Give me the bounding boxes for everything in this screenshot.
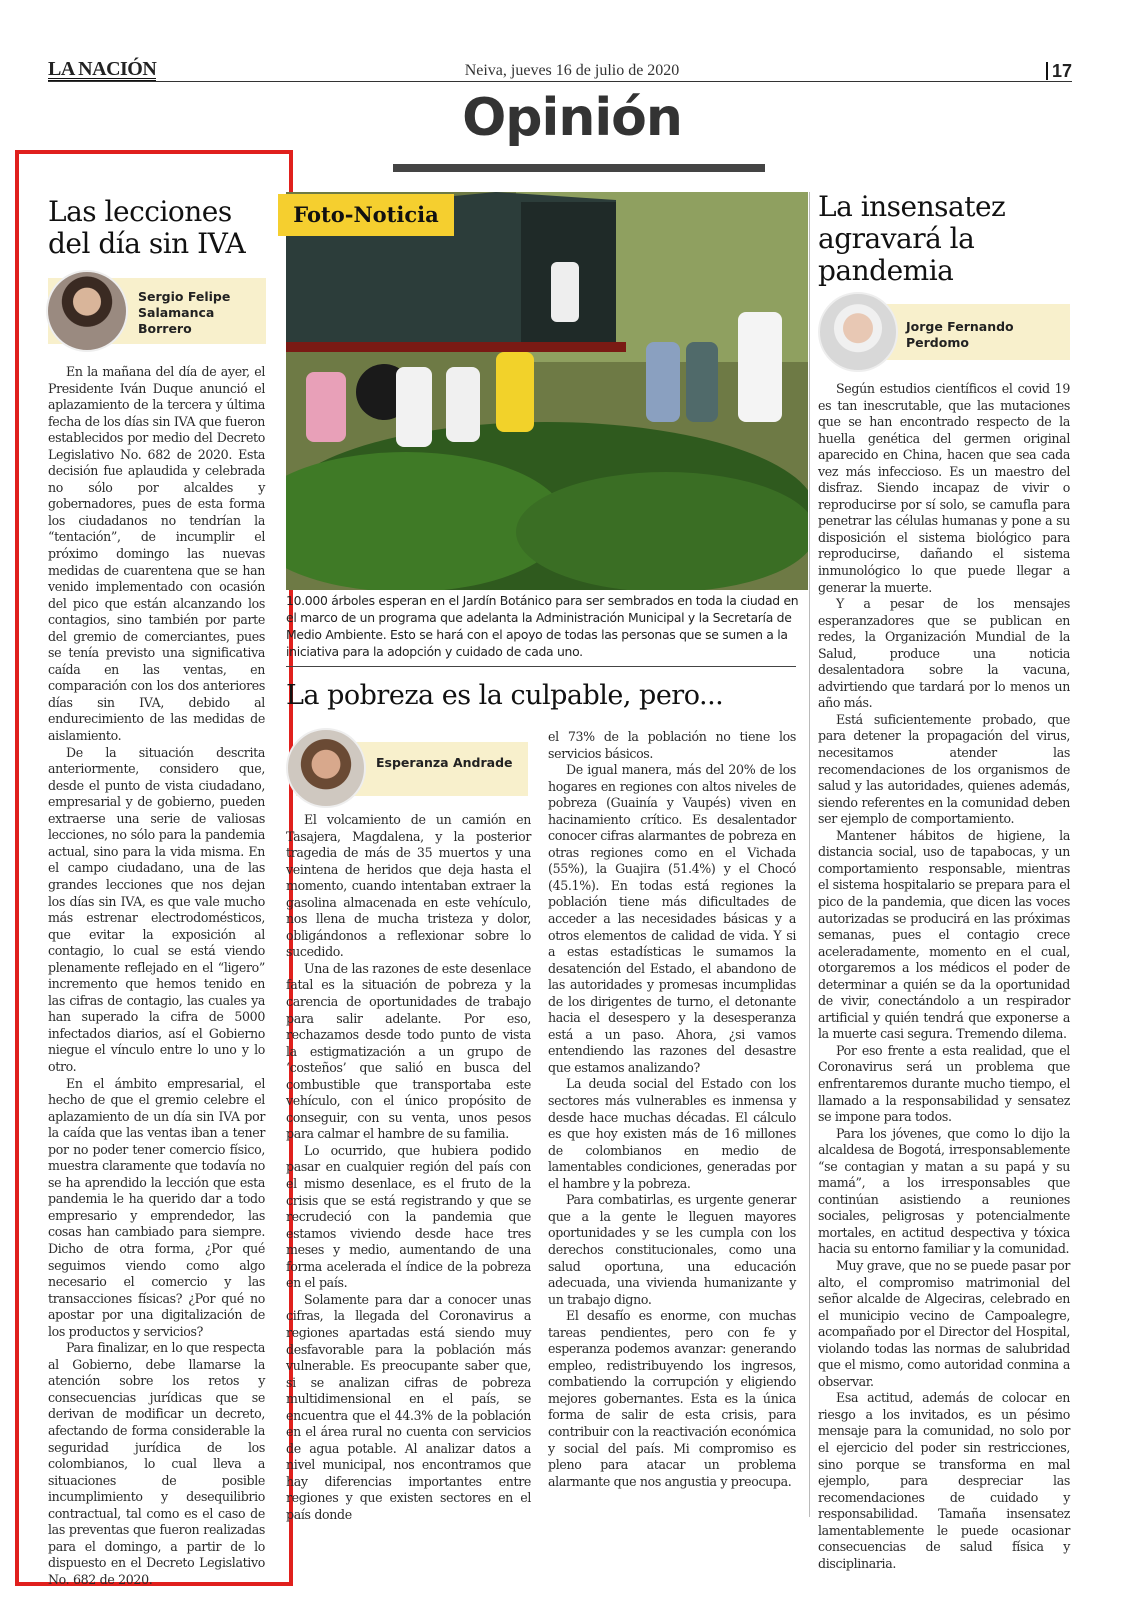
paragraph: De igual manera, más del 20% de los hogares en regiones con altos niveles de pobreza (Guainía y Vaupés) viven en hacinamiento crítico. Es desalentador conocer cifras alarmantes de pobreza en otras regiones como en el Vichada (55%), la Guajira (51.4%) y el Chocó (45.1%). En todas está regiones la población tiene más dificultades de acceder a las necesidades básicas y a otros elementos de calidad de vida. Y si a estas estadísticas le sumamos la desatención del Estado, el abandono de las autoridades y promesas incumplidas de los dirigentes de turno, el detonante hacia el desespero y la desesperanza está a un paso. Ahora, ¿si vamos entendiendo las razones del desastre que estamos analizando? <box>548 762 796 1075</box>
section-rule <box>393 164 765 172</box>
paragraph: La deuda social del Estado con los sectores más vulnerables es inmensa y desde hace muchas décadas. El cálculo es que hoy existen más de 16 millones de colombianos en medio de lamentables condiciones, generadas por el hambre y la pobreza. <box>548 1076 796 1191</box>
paragraph: El desafío es enorme, con muchas tareas pendientes, pero con fe y esperanza podemos avanzar: generando empleo, redistribuyendo los ingresos, combatiendo la corrupción y eligiendo mejores gobernantes. Esta es la única forma de salir de esta crisis, para contribuir con la reactivación económica y social del país. Mi compromiso es pleno para atacar un problema alarmante que nos angustia y preocupa. <box>548 1308 796 1489</box>
paragraph: Lo ocurrido, que hubiera podido pasar en cualquier región del país con el mismo desenlace, es el fruto de la crisis que se está registrando y que se recrudeció con la pandemia que estamos viviendo desde hace tres meses y medio, aumentando de una forma acelerada el índice de la pobreza en el país. <box>286 1142 531 1291</box>
foto-noticia-tag: Foto-Noticia <box>278 194 454 236</box>
column3-author: Jorge Fernando Perdomo <box>906 319 1014 350</box>
paragraph: Muy grave, que no se puede pasar por alto, el compromiso matrimonial del señor alcalde de Algeciras, celebrado en el municipio vecino de Campoalegre, acompañado por el Director del Hospital, violando todas las normas de salubridad que el mismo, como autoridad conmina a observar. <box>818 1257 1070 1389</box>
paragraph: En el ámbito empresarial, el hecho de que el gremio celebre el aplazamiento de un día sin IVA por la caída que las ventas iban a tener por no poder tener comercio físico, muestra claramente que todavía no se ha aprendido la lección que esta pandemia le ha querido dar a todo empresario y emprendedor, las cosas han cambiado para siempre. Dicho de otra forma, ¿Por qué seguimos viendo como algo necesario el comercio y las transacciones físicas? ¿Por qué no apostar por una digitalización de los productos y servicios? <box>48 1075 265 1339</box>
section-title: Opinión <box>462 88 682 148</box>
paragraph: Una de las razones de este desenlace fatal es la situación de pobreza y la carencia de oportunidades de trabajo para salir adelante. Por eso, rechazamos desde todo punto de vista la estigmatización a un grupo de ‘costeños’ que salió en busca del combustible que transportaba este vehículo, con el único propósito de conseguir, con su venta, unos pesos para calmar el hambre de su familia. <box>286 960 531 1142</box>
paragraph: El volcamiento de un camión en Tasajera, Magdalena, y la posterior tragedia de más de 35 muertos y una veintena de heridos que deja hasta el momento, cuando intentaban extraer la gasolina almacenada en este vehículo, nos llena de mucha tristeza y dolor, obligándonos a reflexionar sobre lo sucedido. <box>286 812 531 960</box>
column3-headline: La insensatez agravará la pandemia <box>818 190 1006 287</box>
paragraph: Por eso frente a esta realidad, que el Coronavirus será un problema que enfrentaremos durante mucho tiempo, el llamado a la responsabilidad y sensatez se impone para todos. <box>818 1042 1070 1125</box>
paragraph: En la mañana del día de ayer, el Presidente Iván Duque anunció el aplazamiento de la tercera y última fecha de los días sin IVA que fueron establecidos por medio del Decreto Legislativo No. 682 de 2020. Esta decisión fue aplaudida y celebrada no sólo por alcaldes y gobernadores, pues de esta forma los ciudadanos no tendrían la “tentación”, de incumplir el próximo domingo las nuevas medidas de cuarentena que se han venido implementado con ocasión del pico que están alcanzando los contagios, sino también por parte del gremio de comerciantes, pues se tenía previsto una significativa caída en las ventas, en comparación con los dos anteriores días sin IVA, debido al endurecimiento de las medidas de aislamiento. <box>48 364 265 744</box>
paragraph: Solamente para dar a conocer unas cifras, la llegada del Coronavirus a regiones apartadas está siendo muy desfavorable para la población más vulnerable. Es preocupante saber que, si se analizan cifras de pobreza multidimensional en el país, se encuentra que el 44.3% de la población en el área rural no cuenta con servicios de agua potable. Al analizar datos a nivel municipal, nos encontramos que hay diferencias importantes entre regiones y que existen sectores en el país donde <box>286 1291 531 1522</box>
author-photo <box>818 292 898 372</box>
paragraph: Según estudios científicos el covid 19 es tan inescrutable, que las mutaciones que se han encontrado respecto de la huella genética del germen original aparecido en China, hacen que sea cada vez más infeccioso. Es un maestro del disfraz. Siendo incapaz de vivir o reproducirse por sí solo, se camufla para penetrar las células humanas y pone a su disposición el sistema biológico para reproducirse, dañando el sistema inmunológico lo que puede llegar a generar la muerte. <box>818 381 1070 595</box>
paragraph: Está suficientemente probado, que para detener la propagación del virus, necesitamos atender las recomendaciones de los organismos de salud y las autoridades, quienes además, siendo referentes en la comunidad deben ser ejemplo de comportamiento. <box>818 711 1070 827</box>
header-rule <box>48 81 1072 82</box>
paragraph: Y a pesar de los mensajes esperanzadores que se publican en redes, la Organización Mundial de la Salud, produce una noticia desalentadora sobre la vacuna, advirtiendo que tardará por lo menos un año más. <box>818 596 1070 711</box>
news-photo <box>286 192 808 590</box>
column2-body-left <box>286 812 531 1524</box>
column-divider <box>809 192 810 1517</box>
column2-author: Esperanza Andrade <box>376 755 513 770</box>
column1-body <box>48 364 265 1588</box>
paragraph: Esa actitud, además de colocar en riesgo a los invitados, es un pésimo mensaje para la comunidad, no solo por el ejercicio del poder sin restricciones, sino porque se transforma en mal ejemplo, para despreciar las recomendaciones de cuidado y responsabilidad. Tamaña insensatez lamentablemente le puede ocasionar consecuencias de salud física y disciplinaria. <box>818 1390 1070 1571</box>
column2-body-right <box>548 729 796 1490</box>
newspaper-logo: LA NACIÓN <box>48 58 157 80</box>
column3-body <box>818 381 1070 1572</box>
paragraph: De la situación descrita anteriormente, considero que, desde el punto de vista ciudadano, empresarial y de gobierno, pueden extraerse una serie de valiosas lecciones, no sólo para la pandemia actual, sino para la vida misma. En el campo ciudadano, una de las grandes lecciones que nos dejan los días sin IVA, es que vale mucho más estrenar electrodomésticos, que evitar la exposición al contagio, lo cual se está viendo plenamente reflejado en el “ligero” incremento que hemos tenido en las cifras de contagio, las cuales ya han superado la cifra de 5000 infectados diarios, así el Gobierno niegue el vínculo entre lo uno y lo otro. <box>48 744 265 1074</box>
page-number: 17 <box>1046 62 1072 80</box>
column1-author: Sergio Felipe Salamanca Borrero <box>138 289 231 336</box>
paragraph: Mantener hábitos de higiene, la distancia social, uso de tapabocas, y un comportamiento responsable, mientras el sistema hospitalario se prepara para el pico de la pandemia, que dicen las voces autorizadas se producirá en las próximas semanas, pues el contagio crece aceleradamente, momento en el cual, otorgaremos a los médicos el poder de determinar a quién se da la oportunidad de vivir, conectándolo a un respirador artificial y quién tendrá que exponerse a la muerte casi segura. Tremendo dilema. <box>818 827 1070 1042</box>
author-photo <box>46 270 128 352</box>
paragraph: Para finalizar, en lo que respecta al Gobierno, debe llamarse la atención sobre los retos y consecuencias jurídicas que se derivan de modificar un decreto, afectando de forma considerable la seguridad jurídica de los colombianos, lo cual lleva a situaciones de posible incumplimiento y desequilibrio contractual, tal como es el caso de las preventas que fueron realizadas para el domingo, a partir de lo dispuesto en el Decreto Legislativo No. 682 de 2020. <box>48 1340 265 1587</box>
author-photo <box>286 728 366 808</box>
paragraph: Para combatirlas, es urgente generar que a la gente le lleguen mayores oportunidades y se les cumpla con los derechos constitucionales, como una salud oportuna, una educación adecuada, una vivienda humanizante y un trabajo digno. <box>548 1192 796 1307</box>
caption-rule <box>286 666 796 667</box>
photo-caption: 10.000 árboles esperan en el Jardín Botánico para ser sembrados en toda la ciudad en el marco de un programa que adelanta la Administración Municipal y la Secretaría de Medio Ambiente. Esto se hará con el apoyo de todas las personas que se sumen a la iniciativa para la adopción y cuidado de cada uno. <box>286 593 799 659</box>
column2-headline: La pobreza es la culpable, pero... <box>286 680 724 711</box>
paragraph: Para los jóvenes, que como lo dijo la alcaldesa de Bogotá, irresponsablemente “se contagian y matan a su papá y su mamá”, a los irresponsables que continúan asistiendo a reuniones sociales, peligrosas y potencialmente mortales, en actitud despectiva y tóxica hacia su entorno familiar y la comunidad. <box>818 1125 1070 1257</box>
issue-date: Neiva, jueves 16 de julio de 2020 <box>464 62 680 79</box>
column1-headline: Las lecciones del día sin IVA <box>48 195 246 260</box>
photo-illustration <box>286 192 808 590</box>
paragraph: el 73% de la población no tiene los servicios básicos. <box>548 729 796 761</box>
